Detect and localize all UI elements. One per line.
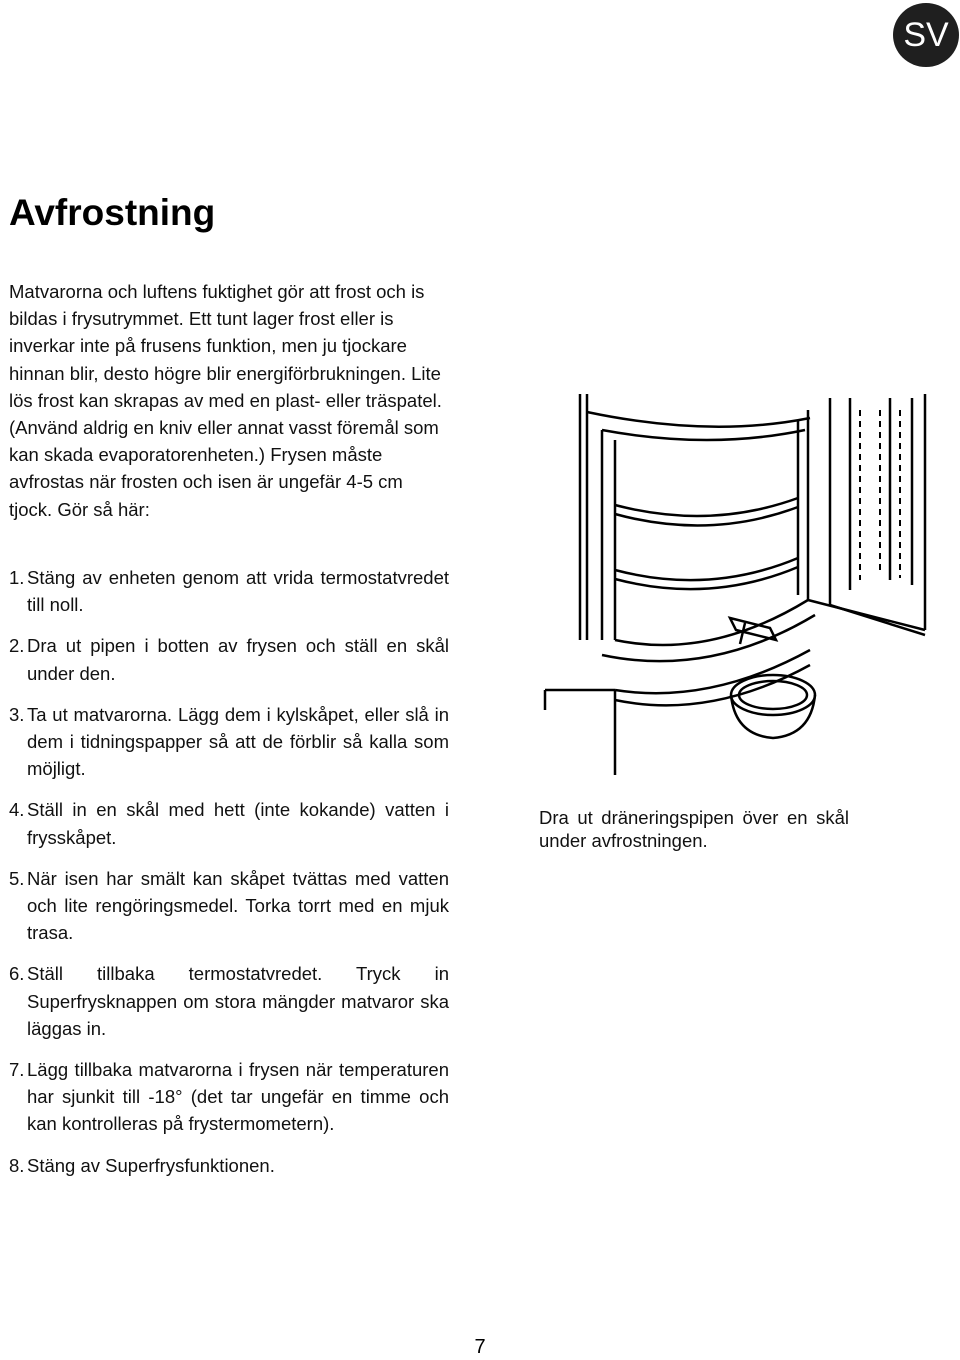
step-text: Ta ut matvarorna. Lägg dem i kylskåpet, eller slå in dem i tidningspapper så att de förblir så kalla som möjligt. (27, 703, 449, 780)
step-number: 6. (9, 963, 25, 985)
step-number: 4. (9, 799, 25, 821)
step-text: Ställ in en skål med hett (inte kokande) vatten i frysskåpet. (27, 799, 449, 848)
step-number: 5. (9, 867, 25, 889)
step-number: 7. (9, 1059, 25, 1081)
step-item (9, 564, 449, 618)
step-item (9, 960, 449, 1042)
figure-caption: Dra ut dräneringspipen över en skål under avfrostningen. (539, 807, 849, 851)
intro-paragraph: Matvarorna och luftens fuktighet gör att frost och is bildas i frysutrymmet. Ett tunt lager frost eller is inverkar inte på frusens funktion, men ju tjockare hinnan blir, desto högre blir energiförbrukningen. Lite lös frost kan skrapas av med en plast- eller träspatel. (Använd aldrig en kniv eller annat vasst föremål som kan skada evaporatorenheten.) Frysen måste avfrostas när frosten och isen är ungefär 4-5 cm tjock. Gör så här: (9, 281, 442, 520)
step-text: Lägg tillbaka matvarorna i frysen när temperaturen har sjunkit till -18° (det tar ungefär en timme och kan kontrolleras på frystermometern). (27, 1059, 449, 1135)
step-item (9, 796, 449, 850)
step-item (9, 1056, 449, 1138)
page-title: Avfrostning (9, 192, 216, 233)
step-number: 1. (9, 567, 25, 588)
step-text: Stäng av Superfrysfunktionen. (27, 1154, 275, 1176)
steps-list (9, 564, 449, 1193)
step-item (9, 865, 449, 947)
step-number: 8. (9, 1154, 25, 1176)
step-item (9, 701, 449, 783)
step-item (9, 1152, 449, 1179)
step-text: Stäng av enheten genom att vrida termostatvredet till noll. (27, 567, 449, 616)
step-text: När isen har smält kan skåpet tvättas med vatten och lite rengöringsmedel. Torka torrt med en mjuk trasa. (27, 867, 449, 944)
language-badge: SV (893, 3, 959, 67)
step-number: 2. (9, 635, 25, 657)
freezer-drain-illustration (540, 390, 932, 776)
step-text: Dra ut pipen i botten av frysen och ställ en skål under den. (27, 635, 449, 684)
step-number: 3. (9, 703, 25, 725)
step-item (9, 632, 449, 686)
page-number: 7 (474, 1336, 486, 1358)
step-text: Ställ tillbaka termostatvredet. Tryck in Superfrysknappen om stora mängder matvaror ska läggas in. (27, 963, 449, 1039)
